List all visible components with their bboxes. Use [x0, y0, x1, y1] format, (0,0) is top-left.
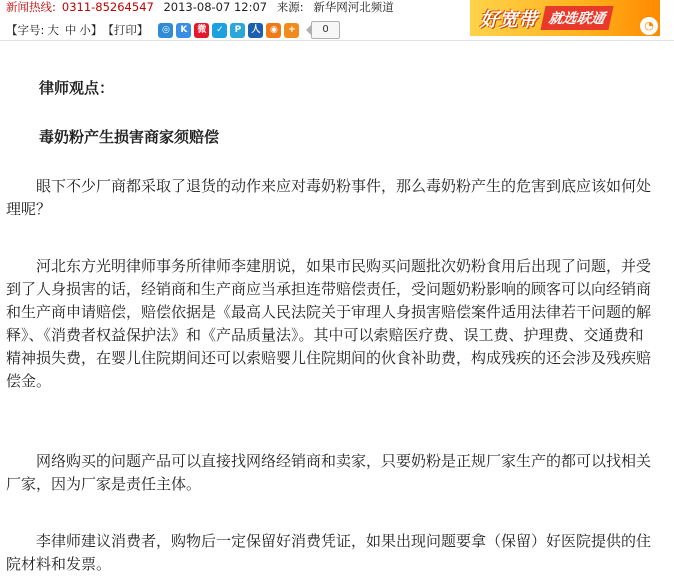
print-link[interactable]: 【打印】 — [102, 23, 149, 37]
share-icon-1[interactable]: ◎ — [158, 23, 173, 38]
hotline-label: 新闻热线: — [6, 0, 56, 14]
unicom-logo-icon: ◔ — [640, 17, 658, 35]
unicom-banner-ad[interactable] — [470, 0, 660, 36]
article-meta-line — [6, 0, 400, 15]
font-size-label: 【字号: — [6, 23, 45, 37]
share-icon-4[interactable]: ✓ — [212, 23, 227, 38]
article-subtitle: 毒奶粉产生损害商家须赔偿 — [39, 128, 220, 146]
banner-text-secondary: 就选联通 — [540, 6, 613, 30]
publish-datetime: 2013-08-07 12:07 — [163, 0, 268, 14]
article-toolbar — [0, 0, 674, 40]
share-icon-7[interactable]: ◉ — [266, 23, 281, 38]
share-count: 0 — [311, 21, 339, 39]
source-value[interactable]: 新华网河北频道 — [313, 0, 394, 14]
renren-icon[interactable]: 人 — [248, 23, 263, 38]
font-small-link[interactable]: 小】 — [79, 23, 103, 37]
paragraph-2: 河北东方光明律师事务所律师李建朋说，如果市民购买问题批次奶粉食用后出现了问题，并受到了人身损害的话，经销商和生产商应当承担连带赔偿责任，受问题奶粉影响的顾客可以向经销商和生产商申请赔偿，赔偿依据是《最高人民法院关于审理人身损害赔偿案件适用法律若干问题的解释》、《消费者权益保护法》和《产品质量法》。其中可以索赔医疗费、误工费、护理费、交通费和精神损失费，在婴儿住院期间还可以索赔婴儿住院期间的伙食补助费，构成残疾的还会涉及残疾赔偿金。 — [6, 257, 652, 390]
article-tools-line — [6, 20, 340, 40]
more-share-icon[interactable]: + — [284, 23, 299, 38]
paragraph-3: 网络购买的问题产品可以直接找网络经销商和卖家，只要奶粉是正规厂家生产的都可以找相关厂家，因为厂家是责任主体。 — [6, 452, 652, 493]
share-counter[interactable] — [306, 21, 339, 39]
section-heading: 律师观点： — [39, 79, 115, 97]
weibo-icon[interactable]: 微 — [194, 23, 209, 38]
paragraph-1: 眼下不少厂商都采取了退货的动作来应对毒奶粉事件，那么毒奶粉产生的危害到底应该如何处理呢？ — [6, 177, 652, 218]
divider — [0, 40, 674, 41]
banner-text-primary: 好宽带 — [480, 8, 538, 31]
font-medium-link[interactable]: 中 — [64, 23, 77, 37]
font-large-link[interactable]: 大 — [47, 23, 59, 37]
share-icon-2[interactable]: K — [176, 23, 191, 38]
paragraph-4: 李律师建议消费者，购物后一定保留好消费凭证，如果出现问题要拿（保留）好医院提供的住院材料和发票。 — [6, 532, 652, 573]
hotline-number: 0311-85264547 — [61, 0, 154, 14]
share-icon-5[interactable]: P — [230, 23, 245, 38]
source-label: 来源: — [276, 0, 304, 14]
share-toolbar — [158, 23, 302, 38]
